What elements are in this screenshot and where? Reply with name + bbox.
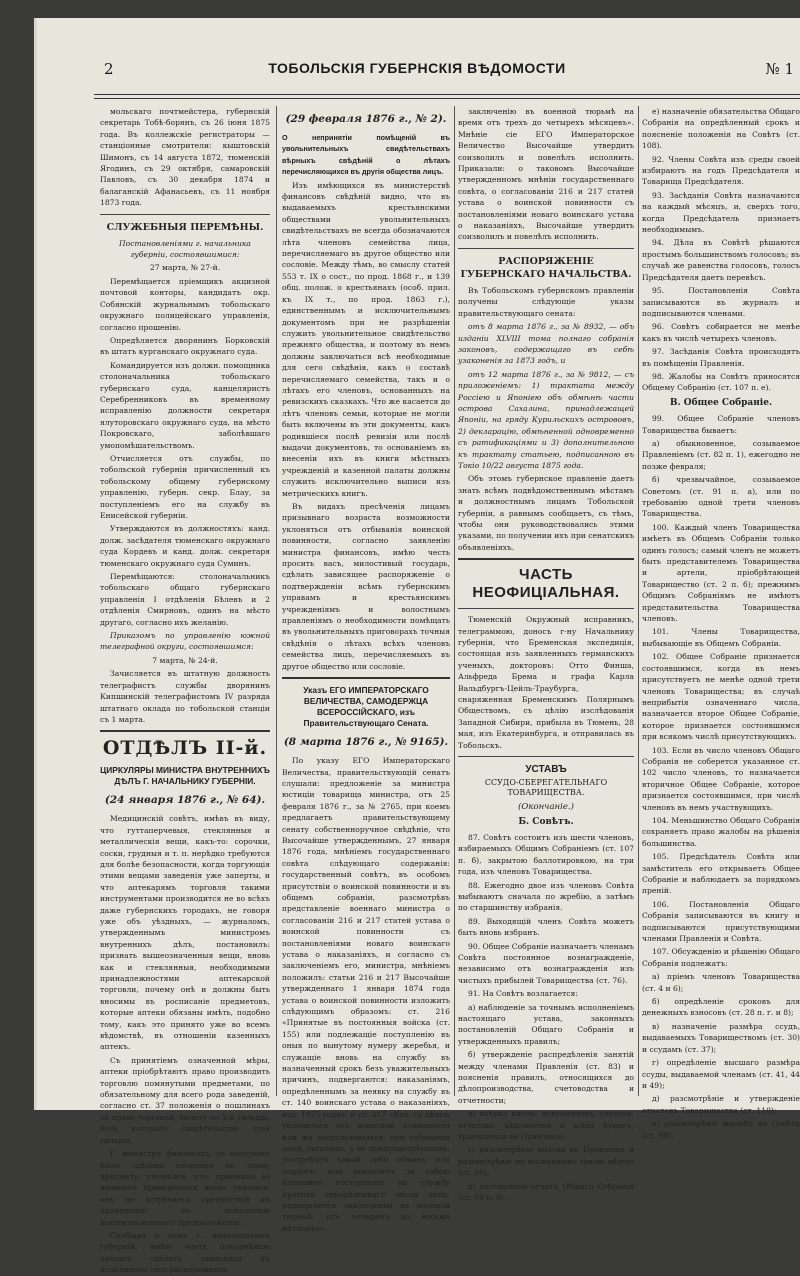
charter-article: а) пріемъ членовъ Товарищества (ст. 4 и 6); xyxy=(642,972,800,993)
service-paragraph: Утверждаются въ должностяхъ: канд. долж. засѣдателя тюменскаго окружнаго суда Кордевъ и канд. долж. секретаря тюменскаго окружнаго суда Суминъ. xyxy=(100,524,270,568)
charter-heading: УСТАВЪ xyxy=(525,764,567,776)
circular-paragraph: Въ видахъ пресѣченія лицамъ призывнаго возраста возможности уклоняться отъ отбыванія воинской повинности, согласно заявленію министра финансовъ, имѣю честь просить васъ, милостивый государь, сдѣлать зависящее распоряженіе о подтвержденіи всѣмъ губернскимъ управамъ и крестьянскимъ учрежденіямъ и волостнымъ правленіямъ о необходимости помѣщать въ увольнительныхъ приговорахъ точныя свѣдѣнія о лѣтахъ всѣхъ членовъ семейства лицъ, перечисляемыхъ въ другое общество или сословіе. xyxy=(282,502,450,671)
charter-article: 106. Постановленія Общаго Собранія записываются въ книгу и подписываются присутствующими членами Правленія и Совѣта. xyxy=(642,899,800,944)
charter-article: в) поѣрка кассы, документовъ, счетовъ, отчетовъ, вѣдомостей и всѣхъ бумагъ, хранящихся въ Правленіи; xyxy=(458,1109,634,1142)
charter-article: 94. Дѣла въ Совѣтѣ рѣшаются простымъ большинствомъ голосовъ; въ случаѣ же равенства голосовъ, голосъ Предсѣдателя даетъ перевѣсъ. xyxy=(642,238,800,282)
divider xyxy=(458,756,634,757)
charter-article: б) опредѣленіе сроковъ для денежныхъ взносовъ (ст. 28 п. г. и 8); xyxy=(642,997,800,1018)
charter-article: а) обыкновенное, созываемое Правленіемъ (ст. 82 п. 1), ежегодно не позже февраля; xyxy=(642,438,800,471)
charter-article: 102. Общее Собраніе признается состоявшимся, когда въ немъ присутствуетъ не менѣе одной трети членовъ Товарищества; въ случаѣ неприбытія означеннаго числа, назначается второе Общее Собраніе, которое признается состоявшимся при всякомъ числѣ присутствующихъ. xyxy=(642,652,800,742)
charter-article: а) наблюденіе за точнымъ исполненіемъ настоящаго устава, законныхъ постановленій Общаго Собранія и утвержденныхъ правилъ; xyxy=(458,1002,634,1046)
service-date: 27 марта, № 27-й. xyxy=(149,263,221,273)
circular-date-2: (29 февраля 1876 г., № 2). xyxy=(285,113,447,125)
charter-article: е) назначеніе обязательства Общаго Собранія на опредѣленный срокъ и поясненіе положенія на Совѣтъ (ст. 108). xyxy=(642,107,800,151)
column-rule xyxy=(454,106,455,1096)
service-paragraph: Отчисляется отъ службы, по тобольской губерніи причисленный къ тобольскому общему губернскому управленію, губерн. секр. Блау, за поступленіемъ его на службу въ Енисейской губерніи. xyxy=(100,453,270,520)
charter-article: 89. Выходящій членъ Совѣта можетъ быть вновь избранъ. xyxy=(458,916,634,938)
council-heading: Б. Совѣтъ. xyxy=(518,816,574,827)
column-2 xyxy=(282,106,450,1233)
expedition-note: Тюменскій Окружный исправникъ, телеграммою, доносъ г-ну Начальнику губерніи, что Бременская экспедиція, состоящая изъ заявленныхъ германскихъ ученыхъ, докторовъ: Отто Финша, Альфреда Брема и графа Карла Вальдбургъ-Цейль-Траубурга, снаряженная Бременскимъ Полярнымъ Обществомъ, съ цѣлію изслѣдованія Западной Сибири, прибыла въ Тюмень, 28 мая, изъ Екатеринбурга, и отправилась въ Тобольскъ. xyxy=(458,615,634,750)
charter-article: б) утвержденіе распредѣленія занятій между членами Правленія (ст. 83) и поясненія правилъ, относящихся до дѣлопроизводства, счетоводства и отчетности; xyxy=(458,1050,634,1105)
charter-article: 100. Каждый членъ Товарищества имѣетъ въ Общемъ Собраніи только одинъ голосъ; самый членъ не можетъ быть представителемъ Товарищества и артели, пріобрѣтающей Товарищество (ст. 2 п. б); прежнимъ Общимъ Собраніямъ не имѣютъ представительства Товарищества членовъ. xyxy=(642,522,800,624)
order-date: 7 марта, № 24-й. xyxy=(152,655,218,665)
senate-decree-heading: Указъ ЕГО ИМПЕРАТОРСКАГО ВЕЛИЧЕСТВА, САМОДЕРЖЦА ВСЕРОССІЙСКАГО, изъ Правительствующаго Сената. xyxy=(303,685,429,729)
orders-paragraph: отъ 8 марта 1876 г., за № 8932, — объ изданіи XLVIII тома полнаго собранія законовъ, содержащаго въ себѣ узаконенія за 1873 годъ, и xyxy=(458,322,634,366)
newspaper-page xyxy=(34,18,800,1275)
orders-paragraph: Въ Тобольскомъ губернскомъ правленіи получены слѣдующіе указы правительствующаго сената: xyxy=(458,285,634,318)
page-number: 2 xyxy=(104,60,114,78)
charter-article: 91. На Совѣтъ возлагается: xyxy=(468,989,578,999)
circular-paragraph: Г. министръ финансовъ, съ которымъ было сдѣлано сношеніе по этому предмету, отозвался, что, принимая во вниманіе приведенныя выше указанія, онъ не встрѣчаетъ препятствій къ приведенію въ исполненіе вышеизложеннаго предположенія. xyxy=(100,1149,270,1227)
charter-article: 104. Меньшинство Общаго Собранія сохраняетъ право жалобы на рѣшенія большинства. xyxy=(642,815,800,848)
circular-paragraph: Медицинскій совѣтъ, имѣвъ въ виду, что гуттаперчевыя, стеклянныя и металлическія вещи, какъ-то: сорочки, соски, грудныя и т. п. нерѣдко требуются для болѣе безопасности, когда торгующія этими вещами заведенія уже заперты, и что аптекарямъ торговля такими инструментами производится не во всѣхъ даже губернскихъ городахъ, не говоря уже объ уѣздныхъ, — журналомъ, утвержденнымъ министромъ внутреннихъ дѣлъ, постановилъ: признать вышеозначенныя вещи, вновь как и стеклянныя, необходимыми принадлежностями аптекарской торговли, почему онѣ и должны быть вносимы въ росписаніе предметовъ, которые аптеки обязаны имѣть, подобно тому, какъ это принято уже во всемъ вѣдомствѣ, въ отношеніи казенныхъ аптекъ. xyxy=(100,814,270,1052)
circular-paragraph: Сообщая о семъ г. начальникамъ губерній, имѣю честь покорнѣйше просить сдѣлать зависящія къ исполненію сего распоряженія. xyxy=(100,1230,270,1275)
charter-article: д) разсмотрѣніе и утвержденіе отчетовъ Товарищества (ст. 110); xyxy=(642,1094,800,1115)
column-3 xyxy=(458,106,634,1203)
circulars-heading: ЦИРКУЛЯРЫ МИНИСТРА ВНУТРЕННИХЪ ДѢЛЪ Г. НАЧАЛЬНИКУ ГУБЕРНІИ. xyxy=(100,765,270,787)
section-title-otdel-2: ОТДѢЛЪ II-й. xyxy=(102,737,268,760)
column-rule xyxy=(276,106,277,1096)
charter-article: 96. Совѣтъ собирается не менѣе какъ въ числѣ четырехъ членовъ. xyxy=(642,322,800,343)
charter-article: 93. Засѣданія Совѣта назначаются на каждый мѣсяцъ, и, сверхъ того, когда Предсѣдатель признаетъ необходимымъ. xyxy=(642,190,800,235)
service-paragraph: Перемѣщаются: столоначальникъ тобольскаго общаго губернскаго управленія І отдѣленія Бѣлевъ и 2 отдѣленія Смирновъ, одинъ на мѣсто другаго, согласно ихъ желанію. xyxy=(100,572,270,627)
charter-article: 95. Постановленія Совѣта записываются въ журналъ и подписываются членами. xyxy=(642,286,800,318)
divider xyxy=(458,608,634,609)
orders-paragraph: отъ 12 марта 1876 г., за № 9812, — съ приложеніемъ: 1) трактата между Россіею и Японіею объ обмѣнѣ части острова Сахалина, принадлежащей Японіи, на гряду Курильскихъ острововъ, 2) декларацію, обмѣненной одновременно съ ратификаціями и 3) дополнительною къ трактату статьею, подписанною въ Токіо 10/22 августа 1875 года. xyxy=(458,369,634,470)
page-edge-shadow xyxy=(34,18,37,1110)
section-heading-service-changes: СЛУЖЕБНЫЯ ПЕРЕМѢНЫ. xyxy=(106,221,264,233)
divider xyxy=(282,677,450,679)
column-rule xyxy=(638,106,639,1096)
charter-article: 97. Засѣданія Совѣта происходятъ въ помѣщеніи Правленія. xyxy=(642,347,800,368)
charter-article: в) назначеніе размѣра ссудъ, выдаваемыхъ Товариществомъ (ст. 30) и ссудамъ (ст. 37); xyxy=(642,1021,800,1054)
charter-article: е) разсмотрѣніе жалобъ на Совѣтъ (ст. 98). xyxy=(642,1119,800,1140)
divider xyxy=(458,558,634,560)
charter-article: 87. Совѣтъ состоитъ изъ шести членовъ, избираемыхъ Общимъ Собраніемъ (ст. 107 п. б), закрытою баллотировкою, на три года, изъ членовъ Товарищества. xyxy=(458,832,634,877)
charter-article: 92. Члены Совѣта изъ среды своей избираютъ на годъ Предсѣдателя и Товарища Предсѣдателя. xyxy=(642,154,800,187)
charter-subheading: ССУДО-СБЕРЕГАТЕЛЬНАГО ТОВАРИЩЕСТВА. xyxy=(484,778,608,798)
divider xyxy=(100,214,270,215)
service-subheading: Постановленіями г. начальника губерніи, состоявшимися: xyxy=(119,238,251,260)
order-paragraph: Зачисляется въ штатную должность телеграфистъ службы дворянинъ Кипшинскій телеграфистомъ IV разряда штатнаго оклада по тобольской станціи съ 1 марта. xyxy=(100,669,270,724)
service-paragraph: Опредѣляется дворянинъ Борковскій въ штатъ курганскаго окружнаго суда. xyxy=(100,335,270,357)
circular-date: (24 января 1876 г., № 64). xyxy=(104,794,266,807)
unofficial-part-heading: ЧАСТЬ НЕОФИЦІАЛЬНАЯ. xyxy=(472,566,620,602)
decree-continuation: заключенію въ военной тюрьмѣ на время отъ трехъ до четырехъ мѣсяцевъ». Мнѣніе сіе ЕГО Императорское Величество Высочайше утвердить соизволилъ и повелѣлъ исполнить. Приказали: о таковомъ Высочайше утвержденномъ мнѣніи государственнаго совѣта, о согласованіи 216 и 217 статей устава о воинской повинности съ постановленіями новаго воинскаго устава о наказаніяхъ, Высочайше утвердить соизволилъ и повелѣлъ исполнить. xyxy=(458,107,634,242)
charter-article: 107. Обсужденію и рѣшенію Общаго Собранія подлежатъ: xyxy=(642,947,800,968)
charter-article: 98. Жалобы на Совѣтъ приносятся Общему Собранію (ст. 107 п. е). xyxy=(642,371,800,393)
header-rule xyxy=(94,94,800,95)
charter-article: 103. Если въ число членовъ Общаго Собранія не соберется указанное ст. 102 число членовъ, то назначается вторичное Общее Собраніе, которое признается состоявшимся, при числѣ членовъ въ немъ участвующихъ. xyxy=(642,745,800,812)
charter-article: 88. Ежегодно двое изъ членовъ Совѣта выбываютъ сначала по жребію, а затѣмъ по старшинству избранія. xyxy=(458,880,634,913)
divider xyxy=(458,248,634,249)
column-1 xyxy=(100,106,270,1275)
orders-paragraph: Объ этомъ губернское правленіе даетъ знать всѣмъ подвѣдомственнымъ мѣстамъ и должностнымъ лицамъ Тобольской губерніи, а равнымъ сообщаетъ, съ тѣмъ, чтобы они руководствовались этими указами, по получении ихъ при сенатскихъ объявленіяхъ. xyxy=(458,474,634,552)
charter-article: 99. Общее Собраніе членовъ Товарищества бываетъ: xyxy=(642,414,800,435)
divider xyxy=(100,730,270,732)
header-rule-thin xyxy=(94,98,800,99)
circular-lead: О непринятіи помѣщеній въ увольнительныхъ свидѣтельствахъ вѣрныхъ свѣдѣній о лѣтахъ перечисляющихся въ другія общества лицъ. xyxy=(282,133,450,177)
service-paragraph: Командируется изъ должн. помощника столоначальника тобольскаго губернскаго суда, канцеляристъ Серебренниковъ въ временному исправленію должности секретаря ялуторовскаго окружнаго суда, на мѣсто Покровскаго, заболѣвшаго умопомѣшательствомъ. xyxy=(100,360,270,450)
masthead xyxy=(34,18,800,98)
decree-date: (8 марта 1876 г., № 9165). xyxy=(283,736,449,749)
circular-paragraph: Изъ имѣющихся въ министерствѣ финансовъ свѣдѣній видно, что въ выдаваемыхъ крестьянскими обществами увольнительныхъ свидѣтельствахъ не всегда обозначаются лѣта членовъ семейства лица, перечисляемаго въ другое общество или сословіе. Между тѣмъ, во смыслу статей 553 т. IX о сост., по прод. 1868 г., и 139 общ. полож. о крестьянахъ (особ. прил. къ IX т., по прод. 1863 г.), единственнымъ и исключительнымъ документомъ при не разрѣшеніи служить увольнительное свидѣтельство прежняго общества, и поэтому въ немъ должны заключаться всѣ необходимые для сего свѣдѣнія, какъ о составѣ перечисляемаго семейства, такъ и о лѣтахъ его членовъ, основанныхъ на ревизскихъ сказкахъ. Что же касается до лѣтъ членовъ семьи, которые не могли быть включены въ эти документы, какъ родившіеся послѣ ревизіи или послѣ выдачи документовъ, то основаніемъ въ внесеніи ихъ въ книги мѣстныхъ учрежденій и казенной палаты должны служить исключительно выписи изъ метрическихъ книгъ. xyxy=(282,180,450,498)
charter-article: д) составленіе отчета Общаго Собранія (ст. 99 п. б). xyxy=(458,1181,634,1203)
decree-paragraph: По указу ЕГО Императорскаго Величества, правительствующій сенатъ слушали: предложеніе за министра юстиціи товарища министра, отъ 25 февраля 1876 г., за № 2765, при коемъ предлагаетъ правительствующему сенату собственноручное свѣдѣніе, что Высочайше утвержденнымъ, 27 января 1876 года, мнѣніемъ государственнаго совѣта слѣдующаго содержанія: государственный совѣтъ, въ особомъ присутствіи о воинской повинности и въ общемъ собраніи, разсмотрѣвъ представленіе военнаго министра о согласованіи 216 и 217 статей устава о воинской повинности съ постановленіями новаго воинскаго устава о наказаніяхъ, и согласно съ заключеніемъ его, министра, мнѣніемъ положилъ: статьи 216 и 217 Высочайше утвержденнаго 1 января 1874 года устава о воинской повинности изложить слѣдующимъ образомъ: ст. 216 «Принятые въ постоянныя войска (ст. 155) или подлежащіе поступленію въ оныя по вынутому нумеру жеребья, и служащіе вновь на службу въ назначенный срокъ безъ уважительныхъ причинъ, подвергаются: наказаніямъ, опредѣленнымъ за неявку на службу въ ст. 140 воинскаго устава о наказаніяхъ, изд. 1875 года», и ст. 217 «Кто, съ цѣлью уклониться отъ воинской повинности или же воспользоваться, при отбываніи оной, льготами, а не предусмотрѣннымъ, употребитъ какой либо обманъ или подлогъ, или повлечетъ за собою излишнее поступленіе на службу противъ опредѣленнаго числа лицъ, подвергается заключенію въ военной тюрьмѣ, отъ четырехъ до восьми мѣсяцевъ». xyxy=(282,756,450,1233)
newspaper-title: ТОБОЛЬСКІЯ ГУБЕРНСКІЯ ВѢДОМОСТИ xyxy=(268,60,566,76)
charter-article: 105. Предсѣдатель Совѣта или замѣститель его открываетъ Общее Собраніе и наблюдаетъ за порядкомъ преній. xyxy=(642,852,800,896)
governor-orders-heading: РАСПОРЯЖЕНІЕ ГУБЕРНСКАГО НАЧАЛЬСТВА. xyxy=(460,255,632,280)
column-4 xyxy=(642,106,800,1140)
charter-article: 90. Общее Собраніе назначаетъ членамъ Совѣта постоянное вознагражденіе, независимо отъ вознагражденія изъ чистыхъ прибылей Товарищества (ст. 76). xyxy=(458,941,634,985)
order-heading: Приказомъ по управленію южной телеграфной округи, состоявшимся: xyxy=(100,631,270,652)
service-paragraph: Перемѣщается пріемщикъ акцизной почтовой конторы, кандидатъ окр. Собянскій журнальнымъ тобольскаго окружнаго полицейскаго управленія, согласно прошенію. xyxy=(100,276,270,332)
intro-text: мольскаго почтмейстера, губернскій секретарь Тобѣ-борянъ, съ 26 іюня 1875 года. Въ коллежскіе регистраторы — станціонные смотрители: кыштовскій Шимонъ, съ 14 августа 1872, тюменскій Ягодинъ, съ 29 октября, самаровскій Павловъ, съ 30 декабря 1874 и балаганскій Афанасьевъ, съ 11 ноября 1873 года. xyxy=(100,107,270,208)
circular-paragraph: Съ принятіемъ означенной мѣры, аптеки пріобрѣтаютъ право производить торговлю помянутыми предметами, по обязательному для всего рода заведеній, согласно ст. 37 положенія о пошлинахъ за право торговли, билету по 2-й гильдіи, безъ котораго свидѣтельства этой гильдіи. xyxy=(100,1055,270,1145)
general-assembly-heading: В. Общее Собраніе. xyxy=(669,397,773,408)
ending-note: (Окончаніе.) xyxy=(518,802,574,813)
charter-article: б) чрезвычайное, созываемое Советомъ (ст. 91 п. а), или по требованію одной трети членовъ Товарищества. xyxy=(642,475,800,519)
charter-article: г) опредѣленіе высшаго размѣра ссуды, выдаваемой членамъ (ст. 41, 44 и 49); xyxy=(642,1058,800,1090)
charter-article: г) разсмотрѣніе вызова въ Правленіе и разсмотрѣніе не вызванныхъ такою мѣрою (ст. 86); xyxy=(458,1145,634,1178)
charter-article: 101. Члены Товарищества, выбывающіе въ Общемъ Собраніи. xyxy=(642,627,800,648)
issue-number: № 1 xyxy=(765,60,794,78)
